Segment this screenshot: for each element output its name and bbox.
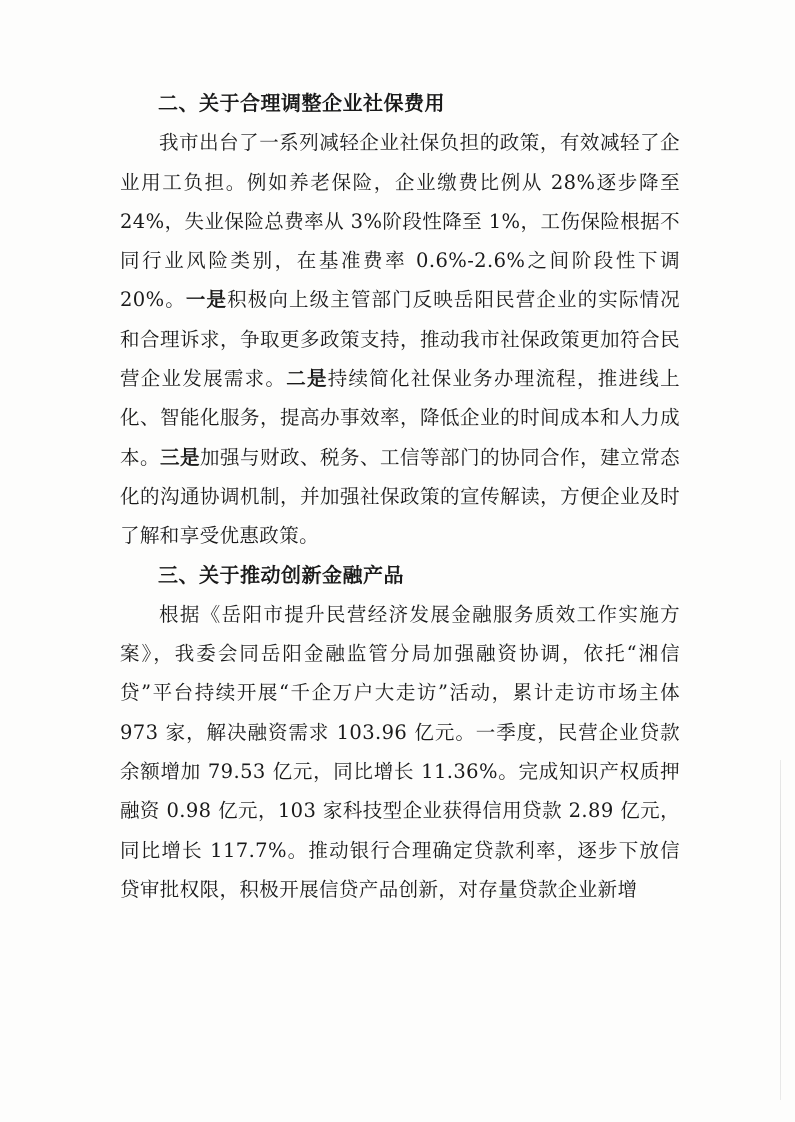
document-body bbox=[120, 84, 680, 909]
keyword-third: 三是 bbox=[160, 445, 201, 469]
paragraph-text: 持续简化社保业务办理流程，推进线上化、智能化服务，提高办事效率，降低企业的时间成本和人力成本。 bbox=[120, 367, 680, 469]
paragraph-text: 积极向上级主管部门反映岳阳民营企业的实际情况和合理诉求，争取更多政策支持，推动我市社保政策更加符合民营企业发展需求。 bbox=[120, 288, 680, 391]
paragraph-social-insurance bbox=[120, 123, 680, 555]
section-heading-social-insurance: 二、关于合理调整企业社保费用 bbox=[158, 91, 445, 115]
keyword-first: 一是 bbox=[185, 288, 228, 312]
paragraph-financial-products: 根据《岳阳市提升民营经济发展金融服务质效工作实施方案》，我委会同岳阳金融监管分局加强融资协调，依托“湘信贷”平台持续开展“千企万户大走访”活动，累计走访市场主体 973 家，解决融资需求 103.96 亿元。一季度，民营企业贷款余额增加 79.53 亿元，同比增长 11.36%。完成知识产权质押融资 0.98 亿元，103 家科技型企业获得信用贷款 2.89 亿元，同比增长 117.7%。推动银行合理确定贷款利率，逐步下放信贷审批权限，积极开展信贷产品创新，对存量贷款企业新增 bbox=[120, 602, 680, 901]
paragraph-text: 我市出台了一系列减轻企业社保负担的政策，有效减轻了企业用工负担。例如养老保险，企业缴费比例从 28%逐步降至 24%，失业保险总费率从 3%阶段性降至 1%，工伤保险根据不同行业风险类别，在基准费率 0.6%-2.6%之间阶段性下调 20%。 bbox=[120, 131, 680, 312]
scan-edge-mark bbox=[780, 760, 781, 1100]
keyword-second: 二是 bbox=[286, 367, 328, 391]
paragraph-text: 加强与财政、税务、工信等部门的协同合作，建立常态化的沟通协调机制，并加强社保政策的宣传解读，方便企业及时了解和享受优惠政策。 bbox=[120, 445, 680, 548]
section-heading-financial-products: 三、关于推动创新金融产品 bbox=[158, 562, 404, 587]
